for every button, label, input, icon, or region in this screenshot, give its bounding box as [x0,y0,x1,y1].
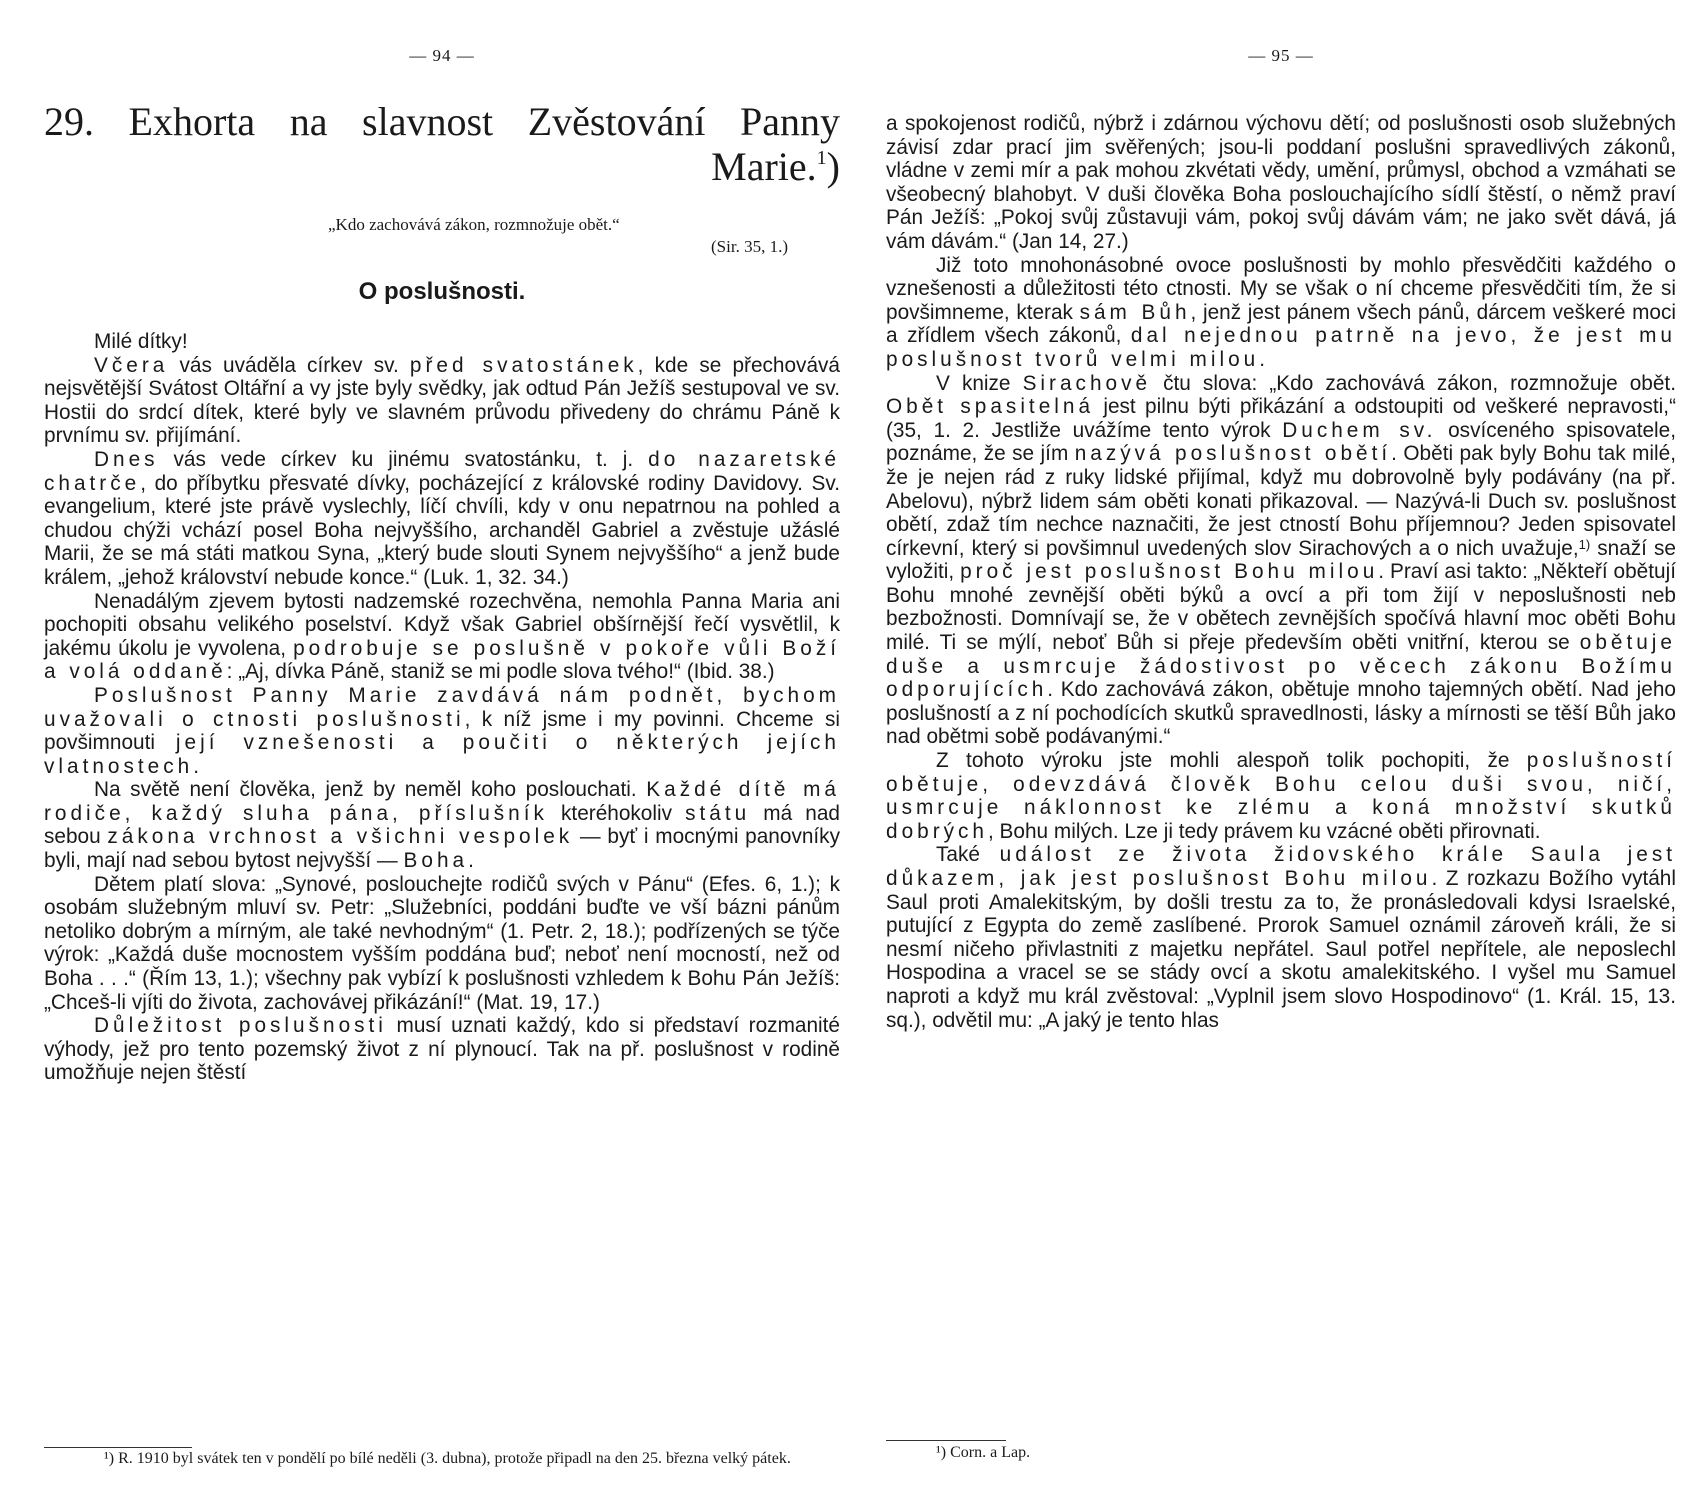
paragraph-2 [44,448,840,590]
paragraph-4 [886,749,1676,843]
greeting: Milé dítky! [94,330,188,353]
footnote-right [886,1443,1676,1463]
page-number-right: — 95 — [1248,46,1314,65]
chapter-title-footnote-mark: 1 [816,146,827,169]
footnote-text: Corn. a Lap. [946,1444,1031,1461]
spaced-text: proč jest poslušnost Bohu milou [960,560,1379,584]
paragraph-4 [44,684,840,778]
chapter-title [44,100,840,190]
spaced-text: nazývá poslušnost obětí [1074,442,1392,466]
text-run: , kde se přechovává nejsvětější Svátost Oltářní a vy jste byly svědky, jak odtud Pán Ježíš sestupoval ve sv. Hostii do srdcí dítek, které byly ve slavném průvodu přivedeny do chrámu Páně k prvnímu sv. přijímání. [44,353,840,448]
spaced-text: sám Bůh [1079,300,1191,324]
paragraph-continuation: a spokojenost rodičů, nýbrž i zdárnou výchovu dětí; od poslušnosti osob služebných závisí zdar prací jim svěřených; jsou-li poddaní poslušni spravedlivých zákonů, vládne v zemi mír a pak mohou zkvétati vědy, umění, průmysl, obchod a vzmáhati se všeobecný blahobyt. V duši člověka Boha poslouchajícího sídlí štěstí, o němž praví Pán Ježíš: „Pokoj svůj zůstavuji vám, pokoj svůj dávám vám; ne jako svět dává, já vám dávám.“ (Jan 14, 27.) [886,112,1676,253]
text-run: osvíceného spisovatele, poznáme, že se jím [886,418,1676,466]
footnote-text: R. 1910 byl svátek ten v pondělí po bílé neděli (3. dubna), protože připadl na den 25. března velký pátek. [114,1450,791,1467]
motto [328,214,788,258]
footnote-left [44,1449,840,1469]
spaced-text: před svatostánek [409,353,638,377]
footnote-reference: 1) [1578,536,1591,552]
spaced-text: obětuje duše a usmrcuje žádostivost po věcech zákonu Božímu odporujících [886,631,1676,702]
spaced-text: Poslušnost Panny Marie zavdává nám podnět, bychom uvažovali o ctnosti poslušnosti [44,683,840,731]
spaced-text: Boha [403,849,469,873]
text-run: vás vede církev ku jinému svatostánku, t. j. [158,447,649,471]
chapter-title-paren: ) [826,143,840,189]
text-run: , k níž jsme i my povinni. Chceme si povšimnouti [44,707,840,755]
text-run: — byť i mocnými panovníky byli, mají nad sebou bytost nejvyšší — [44,825,840,873]
spaced-text: Obět spasitelná [886,395,1095,419]
spaced-text: Každé dítě má rodiče, každý sluha pána, příslušník [44,778,840,825]
text-run: Na světě není člověka, jenž by neměl koho poslouchati. [94,778,647,802]
text-run: . [468,849,474,873]
text-run: , do příbytku přesvaté dívky, pocházející z královské rodiny Davidovy. Sv. evangelium, které jste právě vyslechly, líčí chvíli, kdy v onu nepatrnou na pohled a chudou chýži vchází posel Boha nejvyššího, archanděl Gabriel a zvěstuje užáslé Marii, že se má státi matkou Syna, „který bude slouti Synem nejvyššího“ a jenž bude králem, „jehož království nebude konce.“ (Luk. 1, 32. 34.) [44,471,840,589]
text-run: Nenadálým zjevem bytosti nadzemské rozechvěna, nemohla Panna Maria ani pochopiti obsahu velikého poselství. Když však Gabriel obšírnější řečí vysvětlil, k jakému úkolu je vyvolena, [44,589,840,660]
text-run: , Bohu milých. Lze ji tedy právem ku vzácné oběti přirovnati. [988,819,1541,843]
footnote-mark: ¹) [936,1444,947,1461]
footnote-rule-right [886,1440,1006,1441]
text-run: musí uznati každý, kdo si představí rozmanité výhody, jež pro tento pozemský život z ní plynoucí. Tak na př. poslušnost v rodině umožňuje nejen štěstí [44,1014,840,1085]
paragraph-3 [44,590,840,684]
chapter-title-text: 29. Exhorta na slavnost Zvěstování Panny Marie. [44,99,840,189]
text-run: čtu slova: „Kdo zachovává zákon, rozmnožuje obět. [1151,371,1676,395]
spaced-text: Dnes [94,447,159,471]
text-run: . Z rozkazu Božího vytáhl Saul proti Amalekitským, by došli trestu za to, že pronásledovali kdysi Israelské, putující z Egypta do země zaslíbené. Prorok Samuel oznámil zároveň králi, že si nesmí ničeho přivlastniti z majetku nepřátel. Saul potřel nepřítele, ale neposlechl Hospodina a vracel se se stády ovcí a skotu amalekitského. I vyšel mu Samuel naproti a když mu král zvěstoval: „Vyplnil jsem slovo Hospodinovo“ (1. Král. 15, 13. sq.), odvětil mu: „A jaký je tento hlas [886,867,1676,1032]
paragraph-7 [44,1014,840,1085]
spaced-text: Sirachově [1022,371,1152,395]
footnote-mark: ¹) [104,1450,115,1467]
text-run: V knize [936,371,1023,395]
text-run: . Oběti pak byly Bohu tak milé, že je nejen rád z ruky lidské přijímal, když mu dobrovolně byly podávány (na př. Abelovu), nýbrž lidem sám oběti konati přikazoval. — Nazývá-li Duch sv. poslušnost obětí, zdaž tím nechce naznačiti, že jest ctností Bohu příjemnou? Jeden spisovatel církevní, který si povšimnul uvedených slov Sirachových a o nich uvažuje, [886,442,1676,560]
motto-quote: „Kdo zachovává zákon, rozmnožuje obět.“ [328,215,620,234]
text-run: kteréhokoliv [547,801,686,825]
text-run: : „Aj, dívka Páně, staniž se mi podle slova tvého!“ (Ibid. 38.) [226,660,775,684]
motto-reference: (Sir. 35, 1.) [711,237,788,256]
spaced-text: zákona vrchnost a všichni vespolek [107,825,574,849]
spaced-text: poslušností obětuje, odevzdává člověk Bohu celou duši svou, ničí, usmrcuje náklonnost ke zlému a koná množství skutků dobrých [886,749,1676,843]
spaced-text: podrobuje se poslušně v pokoře vůli Boží a volá oddaně [44,636,841,684]
text-run: vás uváděla církev sv. [168,353,410,377]
spaced-text: dal nejednou patrně na jevo, že jest mu poslušnost tvorů velmi milou [886,324,1676,371]
section-heading: O poslušnosti. [358,278,526,305]
spaced-text: Duchem sv. [1282,418,1437,442]
text-run: má nad sebou [44,801,840,849]
text-run: . [1259,347,1266,371]
right-body-text [886,112,1676,1032]
text-run: Také [936,843,1000,867]
text-run: Již toto mnohonásobné ovoce poslušnosti by mohlo přesvědčiti každého o vznešenosti a důležitosti této ctnosti. My se však o ní chceme přesvědčiti tím, že si povšimneme, kterak [886,253,1676,324]
paragraph-6: Dětem platí slova: „Synové, poslouchejte rodičů svých v Pánu“ (Efes. 6, 1.); k osobám služebným mluví sv. Petr: „Služebníci, poddáni buďte ve vší bázni pánům netoliko dobrým a mírným, ale také nevhodným“ (1. Petr. 2, 18.); podřízených se týče výrok: „Každá duše mocnostem vyšším poddána buď; neboť není mocností, než od Boha . . .“ (Řím 13, 1.); všechny pak vybízí k poslušnosti vzhledem k Bohu Pán Ježíš: „Chceš-li vjíti do života, zachovávej přikázání!“ (Mat. 19, 17.) [44,872,840,1014]
spaced-text: událost ze života židovského krále Saula jest důkazem, jak jest poslušnost Bohu milou [886,843,1676,890]
paragraph-5 [886,843,1676,1032]
text-run: . Praví asi takto: „Někteří obětují Bohu mnohé zevnější oběti býků a ovcí a při tom žijí v neposlušnosti neb bezbožnosti. Domnívají se, že v obětech zevnějších spočívá hlavní moc oběti Bohu milé. Ti se mýlí, neboť Bůh si přeje především oběti vnitřní, kterou se [886,560,1676,655]
spaced-text: státu [685,801,751,825]
paragraph-5 [44,778,840,872]
text-run: jest pilnu býti přikázání a odstoupiti od veškeré nepravosti,“ (35, 1. 2. Jestliže uvážíme tento výrok [886,395,1676,442]
text-run: , jenž jest pánem všech pánů, dárcem veškeré moci a zřídlem všech zákonů, [886,300,1676,348]
page-number-left: — 94 — [409,46,475,65]
text-run: . Kdo zachovává zákon, obětuje mnoho tajemných obětí. Nad jeho poslušností a z ní pochodících skutků spravedlnosti, lásky a mírnosti se těší Bůh jako nad obětmi sobě podávanými.“ [886,678,1676,749]
left-body-text [44,330,840,1085]
spaced-text: její vznešenosti a poučiti o některých jejích vlatnostech [44,731,840,778]
paragraph-1 [44,354,840,448]
text-run: Z tohoto výroku jste mohli alespoň tolik pochopiti, že [936,749,1527,773]
paragraph-2 [886,254,1676,372]
spaced-text: do nazaretské chatrče [44,447,841,495]
paragraph-3 [886,372,1676,750]
spaced-text: Včera [94,353,169,377]
footnote-rule-left [44,1447,192,1448]
spaced-text: Důležitost poslušnosti [94,1014,387,1038]
text-run: snaží se vyložiti, [886,536,1676,584]
text-run: . [193,754,199,778]
